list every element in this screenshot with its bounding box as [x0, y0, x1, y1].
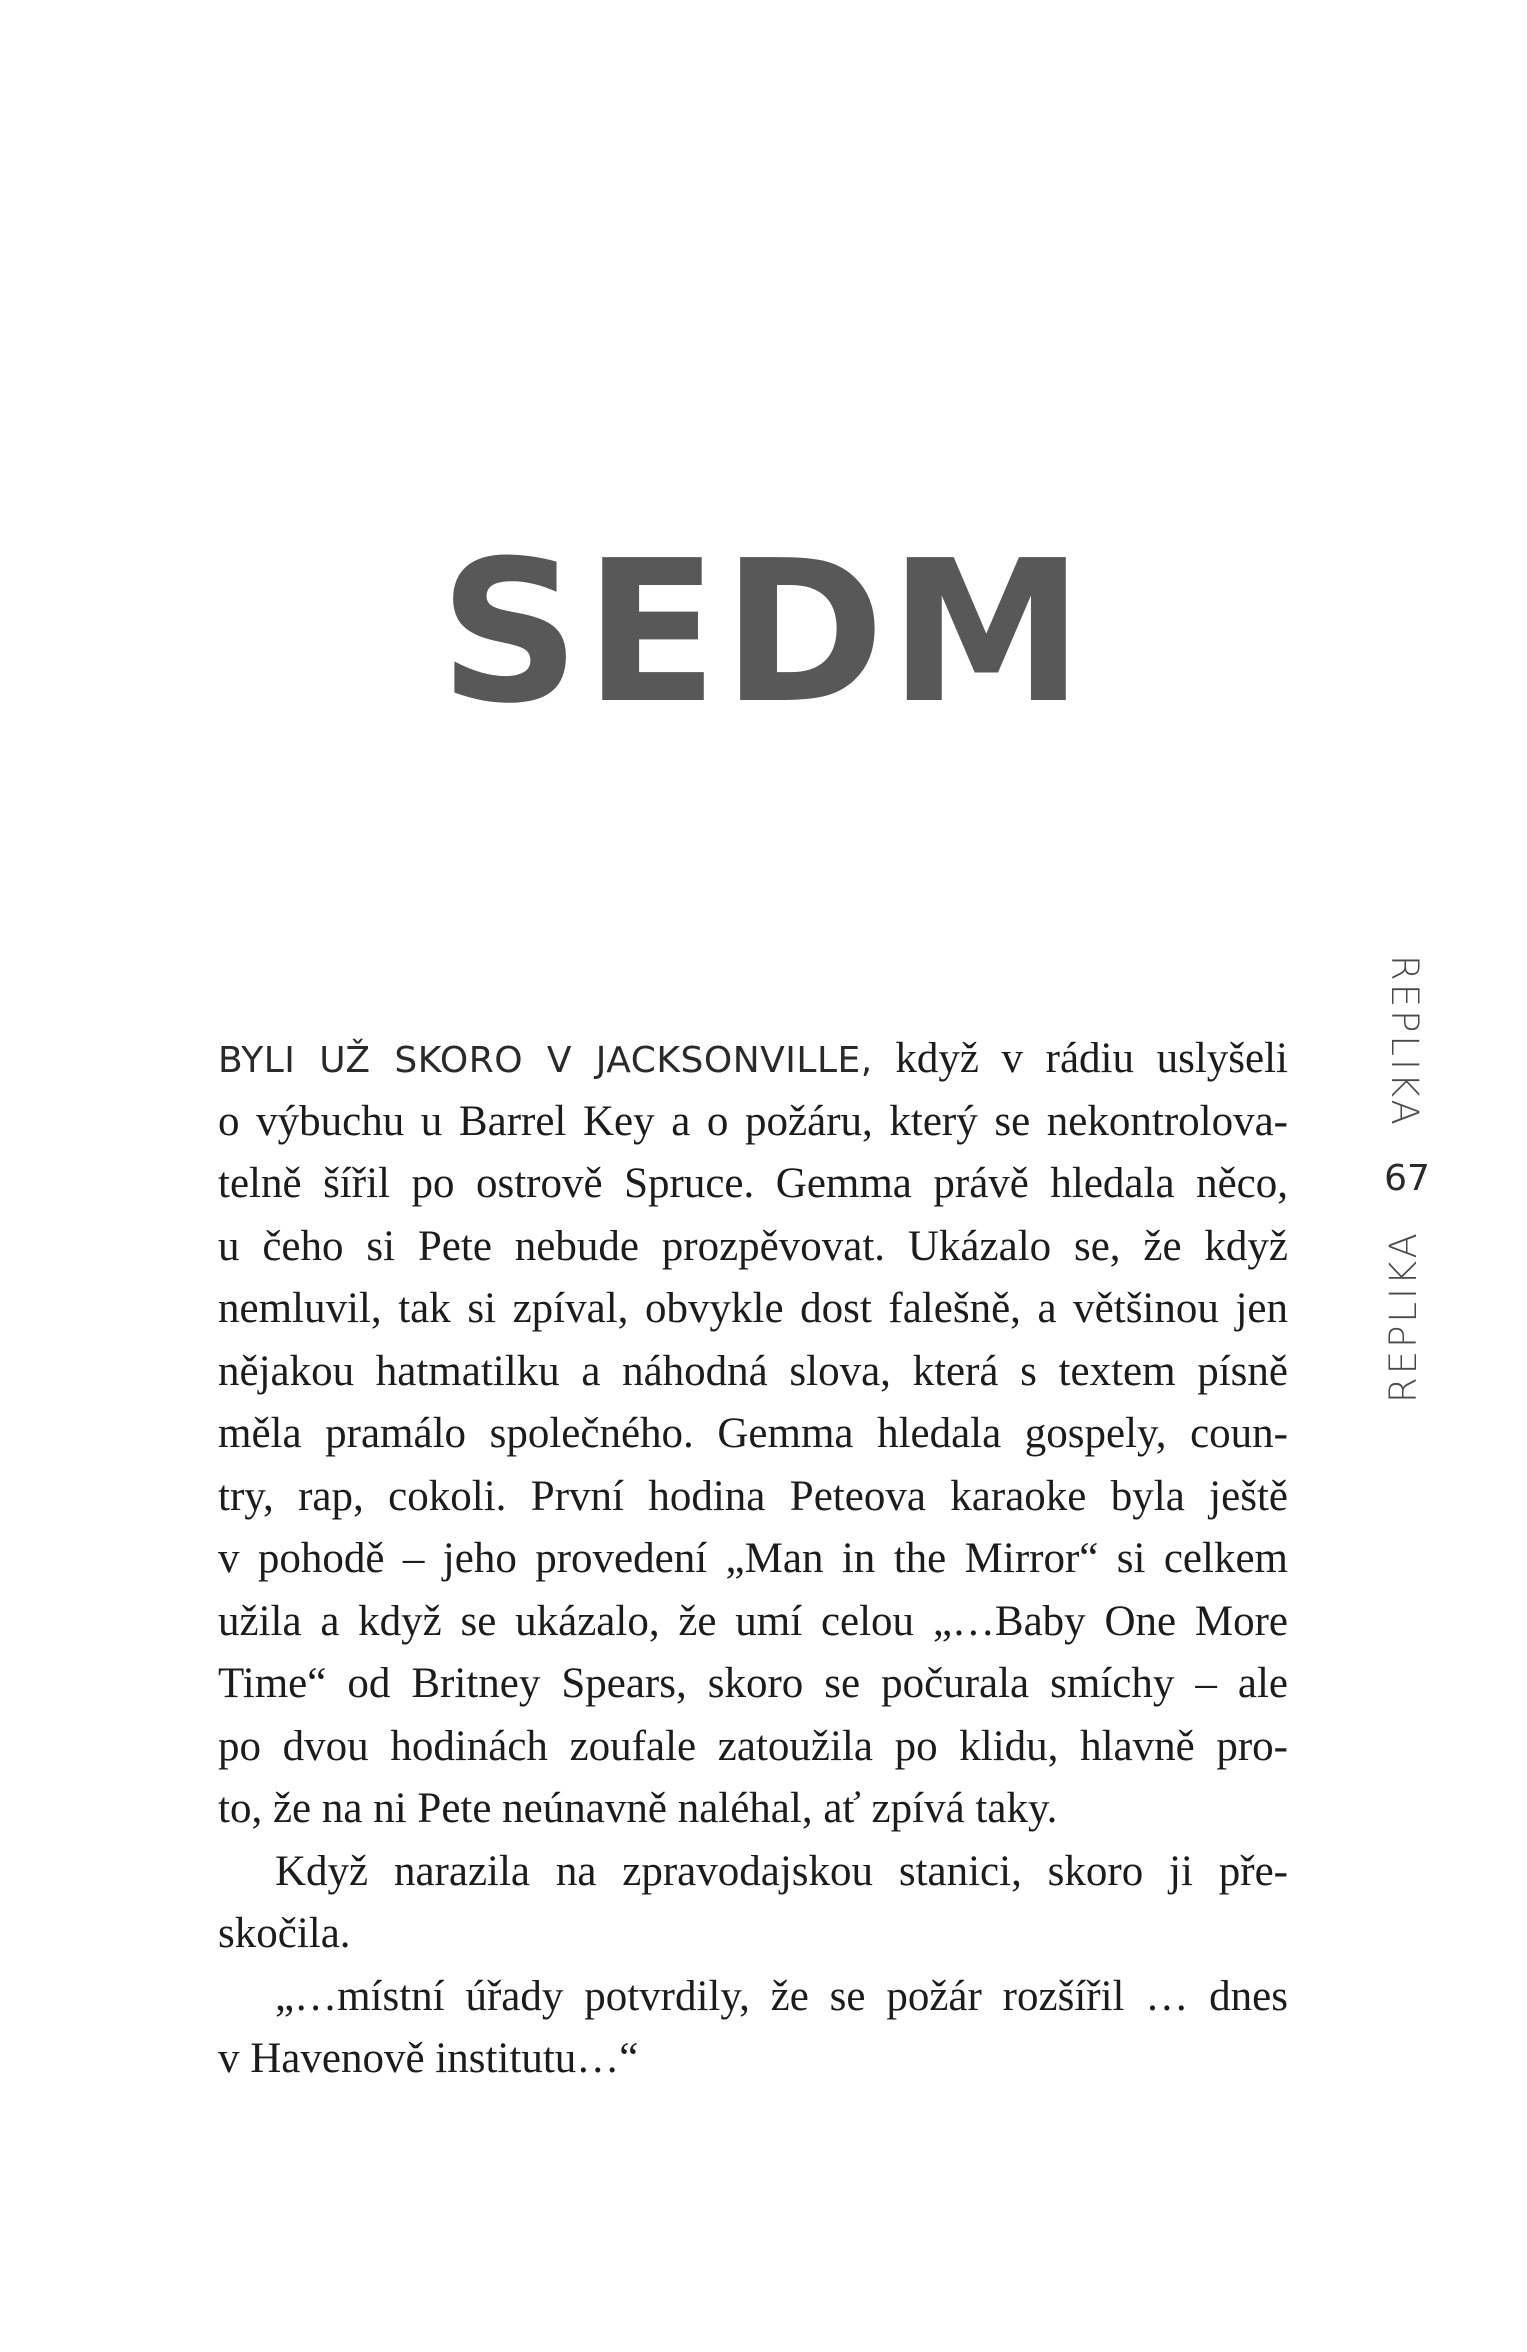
- text-line: měla pramálo společného. Gemma hledala gospely, coun-: [218, 1410, 1288, 1457]
- text-line: try, rap, cokoli. První hodina Peteova karaoke byla ještě: [218, 1472, 1288, 1520]
- text-line-content: když v rádiu uslyšeli: [872, 1035, 1288, 1082]
- text-line: [218, 1028, 1288, 1091]
- text-line: nějakou hatmatilku a náhodná slova, která s textem písně: [218, 1347, 1288, 1395]
- text-line: nemluvil, tak si zpíval, obvykle dost falešně, a většinou jen: [218, 1285, 1288, 1332]
- text-line: Když narazila na zpravodajskou stanici, skoro ji pře-: [275, 1847, 1288, 1895]
- text-line: po dvou hodinách zoufale zatoužila po klidu, hlavně pro-: [218, 1722, 1288, 1770]
- chapter-title: SEDM: [439, 519, 1088, 747]
- running-head-top: REPLIKA: [1383, 955, 1426, 1128]
- page-number: 67: [1384, 1158, 1430, 1199]
- text-line: Time“ od Britney Spears, skoro se počurala smíchy – ale: [218, 1660, 1288, 1707]
- text-line: v Havenově institutu…“: [218, 2035, 639, 2082]
- opening-small-caps: BYLI UŽ SKORO V JACKSONVILLE,: [218, 1040, 873, 1081]
- running-head-bottom: REPLIKA: [1382, 1230, 1425, 1403]
- text-line: telně šířil po ostrově Spruce. Gemma právě hledala něco,: [218, 1160, 1288, 1207]
- text-line: „…místní úřady potvrdily, že se požár rozšířil … dnes: [275, 1972, 1288, 2020]
- text-line: o výbuchu u Barrel Key a o požáru, který se nekontrolova-: [218, 1097, 1288, 1145]
- body-text: [218, 1028, 1288, 2091]
- text-line: u čeho si Pete nebude prozpěvovat. Ukázalo se, že když: [218, 1222, 1288, 1270]
- text-line: užila a když se ukázalo, že umí celou „…Baby One More: [218, 1597, 1288, 1645]
- side-running-head: [1372, 955, 1442, 1415]
- text-line: skočila.: [218, 1910, 351, 1957]
- text-line: v pohodě – jeho provedení „Man in the Mirror“ si celkem: [218, 1535, 1288, 1582]
- text-line: to, že na ni Pete neúnavně naléhal, ať zpívá taky.: [218, 1785, 1058, 1832]
